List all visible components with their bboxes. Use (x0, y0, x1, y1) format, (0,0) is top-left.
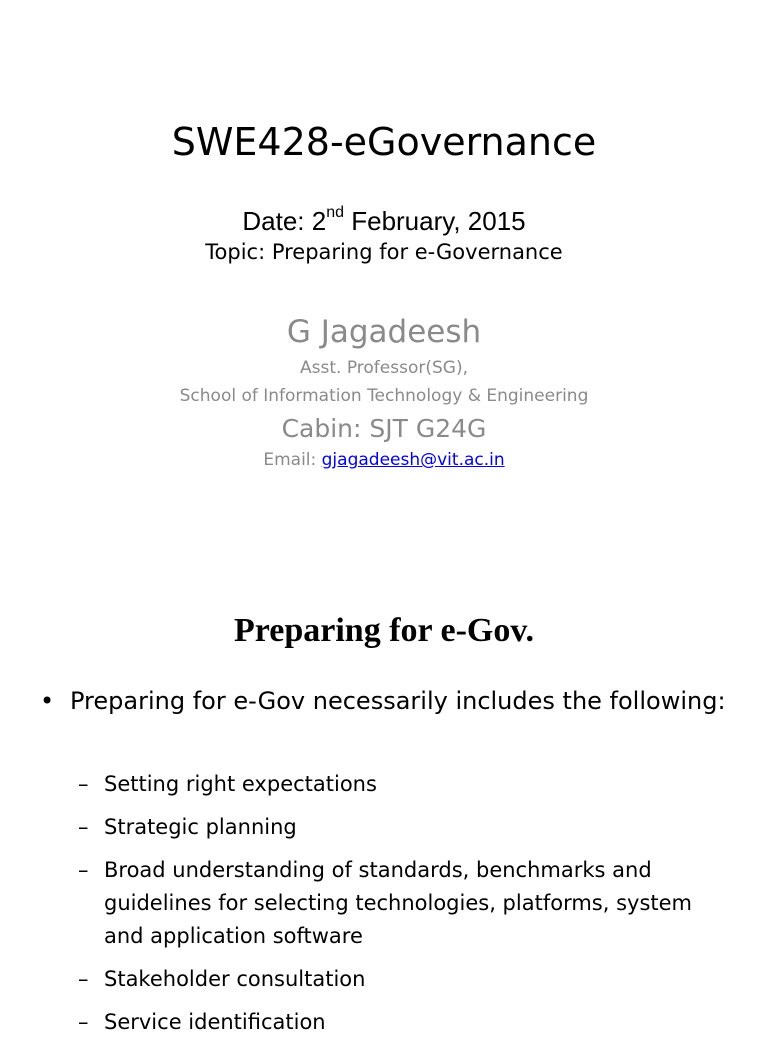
email-link[interactable]: gjagadeesh@vit.ac.in (321, 450, 505, 470)
course-title: SWE428-eGovernance (171, 120, 597, 164)
dash-marker: – (78, 1010, 89, 1034)
sub-bullet-item (78, 1006, 738, 1039)
dash-marker: – (78, 772, 89, 796)
dash-marker: – (78, 815, 89, 839)
presenter-cabin: Cabin: SJT G24G (281, 414, 487, 443)
presenter-email (0, 450, 768, 470)
presenter-school: School of Information Technology & Engineering (179, 386, 589, 406)
dash-marker: – (78, 967, 89, 991)
date-superscript: nd (326, 204, 344, 222)
slide-heading: Preparing for e-Gov. (234, 612, 534, 649)
lecture-topic: Topic: Preparing for e-Governance (205, 240, 563, 264)
sub-bullet-item (78, 854, 738, 953)
sub-bullet-item (78, 811, 738, 844)
sub-bullet-list (78, 768, 738, 1049)
sub-bullet-text: Strategic planning (104, 815, 297, 839)
main-bullet-text: Preparing for e-Gov necessarily includes the following: (70, 687, 726, 715)
presenter-name: G Jagadeesh (286, 314, 482, 350)
sub-bullet-text: Stakeholder consultation (104, 967, 366, 991)
sub-bullet-item (78, 963, 738, 996)
dash-marker: – (78, 858, 89, 882)
email-label: Email: (263, 450, 322, 470)
presenter-role: Asst. Professor(SG), (300, 358, 468, 378)
sub-bullet-text: Service identification (104, 1010, 326, 1034)
main-bullet (40, 682, 730, 721)
sub-bullet-text: Setting right expectations (104, 772, 377, 796)
date-suffix: February, 2015 (344, 206, 526, 236)
sub-bullet-item (78, 768, 738, 801)
sub-bullet-text: Broad understanding of standards, benchmarks and guidelines for selecting technologies, platforms, system and application software (104, 858, 692, 948)
date-prefix: Date: 2 (242, 206, 327, 236)
bullet-marker: • (40, 687, 55, 715)
lecture-date (0, 206, 768, 237)
content-slide (0, 560, 768, 1034)
